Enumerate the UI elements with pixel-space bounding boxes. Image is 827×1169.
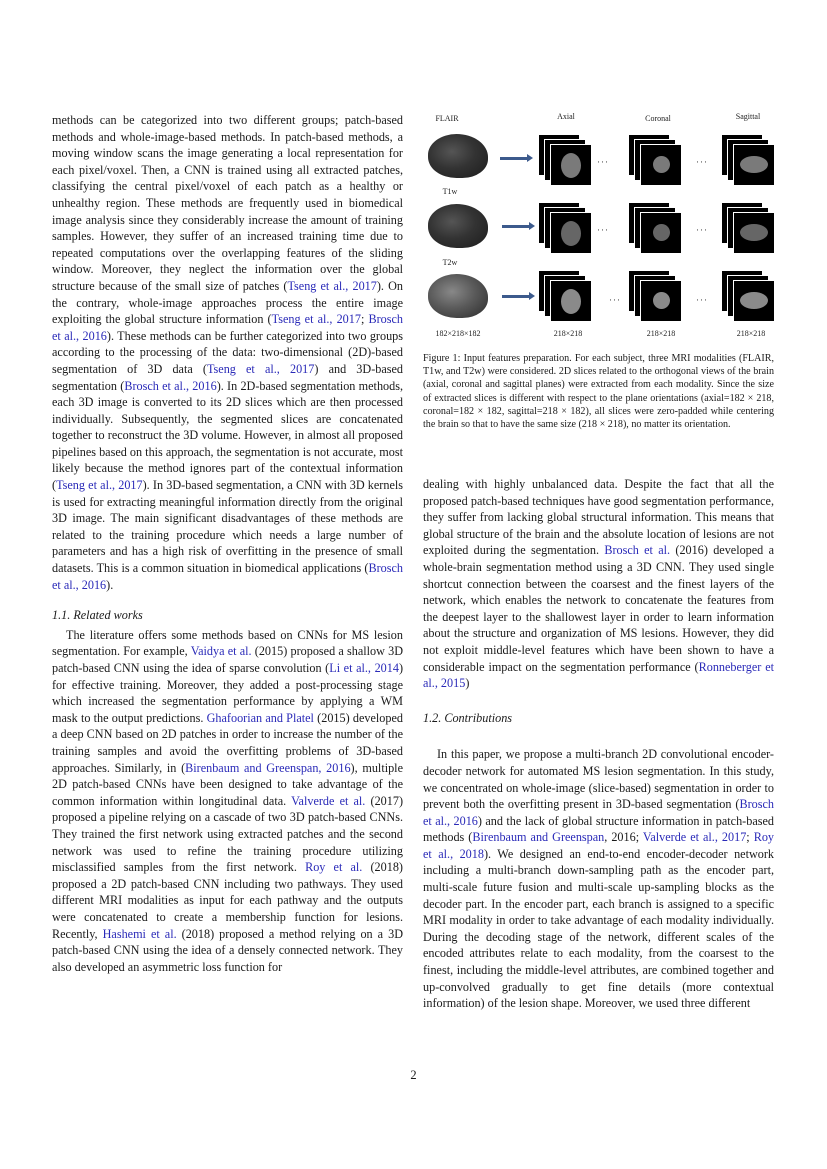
citation-link[interactable]: Brosch et al., 2016 xyxy=(124,378,217,393)
citation-link[interactable]: Vaidya et al. xyxy=(190,644,252,659)
continuation-paragraph: dealing with highly unbalanced data. Despite the fact that all the proposed patch-based techniques have good segmentation performance, they suffer from lacking global structural information. This means that global structure of the brain and the absolute location of lesions are not exploited during the segmentation. Brosch et al. (2016) developed a whole-brain segmentation method using a 3D CNN. They used single shortcut connection between the coarsest and the finest layers of the network, which enables the network to concatenate the features from the deepest layer to the shallowest layer in order to learn information about the structure and organization of MS lesions. However, they did not exploit middle-level features which have been shown to have a considerable impact on the segmentation performance (Ronneberger et al., 2015) xyxy=(423,477,774,691)
coronal-slice-stack xyxy=(628,202,682,254)
section-heading-contributions: 1.2. Contributions xyxy=(423,710,513,725)
citation-link[interactable]: Tseng et al., 2017 xyxy=(271,312,361,327)
ellipsis: ··· xyxy=(597,225,609,235)
axial-slice-stack xyxy=(538,202,592,254)
citation-link[interactable]: Tseng et al., 2017 xyxy=(56,478,143,493)
citation-link[interactable]: Tseng et al., 2017 xyxy=(206,361,315,376)
citation-link[interactable]: Valverde et al. xyxy=(642,830,715,845)
axial-slice-stack xyxy=(538,134,592,186)
brain-render-t2w xyxy=(428,274,488,318)
citation-link[interactable]: Brosch et al. xyxy=(604,543,671,558)
sagittal-slice-stack xyxy=(721,134,775,186)
citation-link[interactable]: Roy et al. xyxy=(423,830,775,861)
citation-link[interactable]: Hashemi et al. xyxy=(102,926,177,941)
arrow-icon xyxy=(502,225,530,228)
citation-link[interactable]: Li et al., 2014 xyxy=(329,661,399,675)
intro-paragraph: methods can be categorized into two different groups; patch-based methods and whole-image-based methods. In patch-based methods, a moving window scans the image generating a local representation for each pixel/voxel. Then, a CNN is trained using all extracted patches, classifying the central pixel/voxel of each patch as a healthy or unhealthy region. These methods are frequently used in biomedical image analysis since they considerably increase the amount of training samples. However, they suffer of an increased training time due to repeated computations over the overlapping features of the sliding window. Moreover, they neglect the information over the global structure because of the small size of patches (Tseng et al., 2017). On the contrary, whole-image approaches process the entire image exploiting the global structure information (Tseng et al., 2017; Brosch et al., 2016). These methods can be further categorized into two groups according to the processing of the data: two-dimensional (2D)-based segmentation of 3D data (Tseng et al., 2017) and 3D-based segmentation (Brosch et al., 2016). In 2D-based segmentation methods, each 3D image is converted to its 2D slices which are then processed individually. Subsequently, the segmented slices are concatenated together to reconstruct the 3D volume. However, in almost all proposed pipelines based on this approach, the segmentation is not accurate, most likely because the method ignores part of the contextual information (Tseng et al., 2017). In 3D-based segmentation, a CNN with 3D kernels is used for extracting meaningful information directly from the original 3D image. The main significant disadvantages of these methods are related to the training procedure which needs a large number of parameters and has a high risk of overfitting in the presence of small datasets. This is a common situation in biomedical applications (Brosch et al., 2016). xyxy=(52,113,404,592)
coronal-slice-stack xyxy=(628,134,682,186)
citation-link[interactable]: Brosch et al., 2016 xyxy=(423,797,774,828)
column-header-sagittal: Sagittal xyxy=(735,112,761,121)
ellipsis: ··· xyxy=(609,295,621,305)
citation-link[interactable]: Birenbaum and Greenspan, 2016 xyxy=(185,760,351,775)
citation-link[interactable]: Valverde et al. xyxy=(291,793,366,808)
ellipsis: ··· xyxy=(696,157,708,167)
ellipsis: ··· xyxy=(696,225,708,235)
coronal-slice-stack xyxy=(628,270,682,322)
left-column xyxy=(52,112,403,975)
contributions-paragraph: In this paper, we propose a multi-branch 2D convolutional encoder-decoder network for automated MS lesion segmentation. In this study, we concentrated on whole-image (slice-based) segmentation in order to prevent both the overfitting present in 3D-based segmentation (Brosch et al., 2016) and the lack of global structure information in patch-based methods (Birenbaum and Greenspan, 2016; Valverde et al., 2017; Roy et al., 2018). We designed an end-to-end encoder-decoder network including a multi-branch down-sampling path as the encoder part, multi-scale future fusion and multi-scale up-sampling blocks as the decoder part. In the encoder part, each branch is assigned to a specific MRI modality in order to take advantage of each modality individually. During the decoding stage of the network, different scales of the encoded attributes relate to each modality, from the coarsest to the finest, including the middle-level attributes, are combined together and up-convolved gradually to get fine details (more contextual information) of the lesion shape. Moreover, we used three different xyxy=(423,747,775,1011)
arrow-icon xyxy=(502,295,530,298)
citation-link[interactable]: Tseng et al., 2017 xyxy=(287,278,377,293)
brain-render-flair xyxy=(428,134,488,178)
section-heading-related-works: 1.1. Related works xyxy=(52,608,143,623)
column-header-axial: Axial xyxy=(557,112,575,121)
figure-caption: Figure 1: Input features preparation. For each subject, three MRI modalities (FLAIR, T1w, and T2w) were considered. 2D slices related to the orthogonal views of the brain (axial, coronal and sagittal planes) were extracted from each modality. Since the size of extracted slices is different with respect to the plane orientations (axial=182 × 218, coronal=182 × 182, sagittal=218 × 182), all slices were zero-padded while centering the brain so that to have the same size (218 × 218), no matter its orientation. xyxy=(423,353,774,431)
size-label-coronal: 218×218 xyxy=(646,329,676,338)
column-header-coronal: Coronal xyxy=(645,114,671,123)
citation-link[interactable]: Brosch et al., 2016 xyxy=(52,561,403,592)
row-label-t1w: T1w xyxy=(442,187,458,196)
citation-link[interactable]: Roy et al. xyxy=(305,860,363,875)
arrow-icon xyxy=(500,157,528,160)
ellipsis: ··· xyxy=(696,295,708,305)
citation-link[interactable]: Ronneberger et al., 2015 xyxy=(423,659,774,691)
right-column xyxy=(423,476,774,1012)
brain-render-t1w xyxy=(428,204,488,248)
size-label-axial: 218×218 xyxy=(553,329,583,338)
row-label-t2w: T2w xyxy=(442,258,458,267)
citation-link[interactable]: Ghafoorian and Platel xyxy=(206,710,314,725)
axial-slice-stack xyxy=(538,270,592,322)
citation-link[interactable]: Birenbaum and Greenspan xyxy=(472,830,605,845)
size-label-sagittal: 218×218 xyxy=(736,329,766,338)
ellipsis: ··· xyxy=(597,157,609,167)
figure-1 xyxy=(423,112,774,344)
citation-link[interactable]: Brosch et al., 2016 xyxy=(52,312,404,343)
sagittal-slice-stack xyxy=(721,270,775,322)
related-works-paragraph: The literature offers some methods based on CNNs for MS lesion segmentation. For example, Vaidya et al. (2015) proposed a shallow 3D patch-based CNN using the idea of sparse convolution (Li et al., 2014) for effective training. Moreover, they added a post-processing stage which increased the segmentation performance by applying a WM mask to the output predictions. Ghafoorian and Platel (2015) developed a deep CNN based on 2D patches in order to increase the number of the training samples and avoid the overfitting problems of 3D-based approaches. Similarly, in (Birenbaum and Greenspan, 2016), multiple 2D patch-based CNNs have been designed to take advantage of the common information within longitudinal data. Valverde et al. (2017) proposed a pipeline relying on a cascade of two 3D patch-based CNNs. They trained the first network using extracted patches and the second network was used to refine the training procedure utilizing misclassified samples from the first network. Roy et al. (2018) proposed a 2D patch-based CNN including two pathways. They used different MRI modalities as input for each pathway and the outputs were concatenated to create a membership function for lesions. Recently, Hashemi et al. (2018) proposed a method relying on a 3D patch-based CNN using the idea of a densely connected network. They also developed an asymmetric loss function for xyxy=(52,627,404,974)
sagittal-slice-stack xyxy=(721,202,775,254)
size-label-volume: 182×218×182 xyxy=(435,329,481,338)
row-label-flair: FLAIR xyxy=(435,114,459,123)
page-number: 2 xyxy=(410,1068,417,1082)
